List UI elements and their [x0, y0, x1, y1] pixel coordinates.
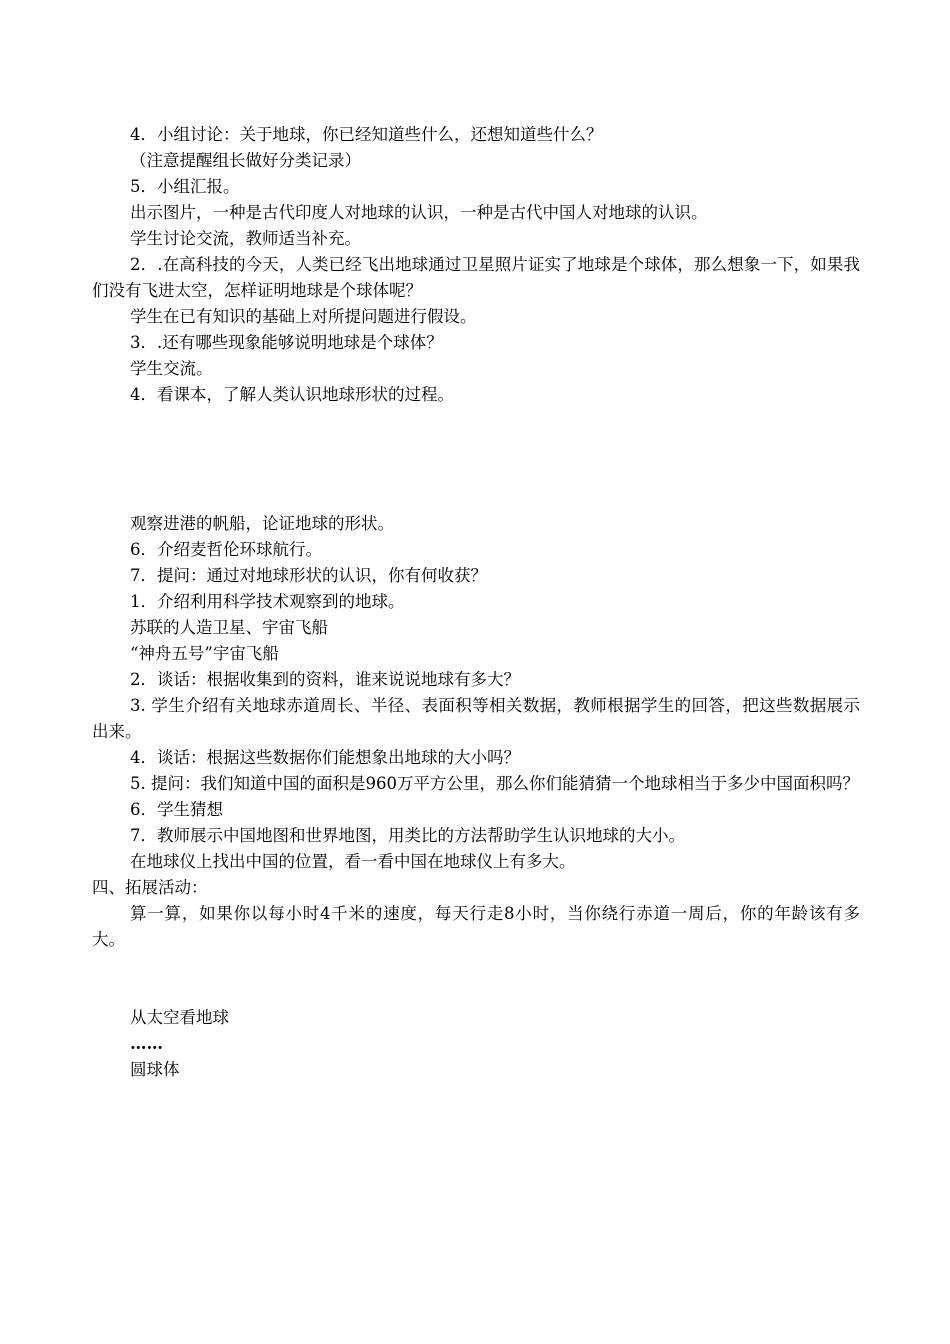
board-ellipsis: ……: [130, 1034, 163, 1053]
paragraph: 5. 提问：我们知道中国的面积是960万平方公里，那么你们能猜猜一个地球相当于多少中国面积吗？: [130, 774, 859, 793]
paragraph: 7．教师展示中国地图和世界地图，用类比的方法帮助学生认识地球的大小。: [130, 826, 685, 845]
paragraph: 5．小组汇报。: [130, 177, 240, 196]
paragraph: 4．小组讨论：关于地球，你已经知道些什么，还想知道些什么？: [130, 125, 603, 144]
paragraph: 3. 学生介绍有关地球赤道周长、半径、表面积等相关数据，教师根据学生的回答，把这些数据展示出来。: [92, 696, 860, 741]
paragraph: 学生在已有知识的基础上对所提问题进行假设。: [130, 307, 477, 326]
section-heading: 四、拓展活动：: [92, 878, 208, 897]
paragraph: 1．介绍利用科学技术观察到的地球。: [130, 592, 405, 611]
board-title: 从太空看地球: [130, 1008, 229, 1027]
paragraph: “神舟五号”宇宙飞船: [130, 644, 279, 663]
paragraph: 2．.在高科技的今天，人类已经飞出地球通过卫星照片证实了地球是个球体，那么想象一下，如果我们没有飞进太空，怎样证明地球是个球体呢？: [92, 255, 860, 300]
paragraph: 6．学生猜想: [130, 800, 223, 819]
paragraph: 出示图片，一种是古代印度人对地球的认识，一种是古代中国人对地球的认识。: [130, 203, 708, 222]
blank-space: [92, 953, 860, 1005]
paragraph: 4．谈话：根据这些数据你们能想象出地球的大小吗？: [130, 748, 520, 767]
paragraph: 3．.还有哪些现象能够说明地球是个球体？: [130, 333, 443, 352]
board-item: 圆球体: [130, 1060, 180, 1079]
paragraph: （注意提醒组长做好分类记录）: [130, 151, 361, 170]
paragraph: 算一算，如果你以每小时4千米的速度，每天行走8小时，当你绕行赤道一周后，你的年龄该有多大。: [92, 904, 860, 949]
document-page: [92, 122, 860, 1083]
paragraph: 4．看课本，了解人类认识地球形状的过程。: [130, 385, 454, 404]
paragraph: 2．谈话：根据收集到的资料，谁来说说地球有多大？: [130, 670, 520, 689]
paragraph: 7．提问：通过对地球形状的认识，你有何收获？: [130, 566, 487, 585]
paragraph: 在地球仪上找出中国的位置，看一看中国在地球仪上有多大。: [130, 852, 576, 871]
paragraph: 学生交流。: [130, 359, 213, 378]
paragraph: 观察进港的帆船，论证地球的形状。: [130, 514, 394, 533]
paragraph: 学生讨论交流，教师适当补充。: [130, 229, 361, 248]
blank-space: [92, 408, 860, 511]
paragraph: 6．介绍麦哲伦环球航行。: [130, 540, 322, 559]
paragraph: 苏联的人造卫星、宇宙飞船: [130, 618, 328, 637]
